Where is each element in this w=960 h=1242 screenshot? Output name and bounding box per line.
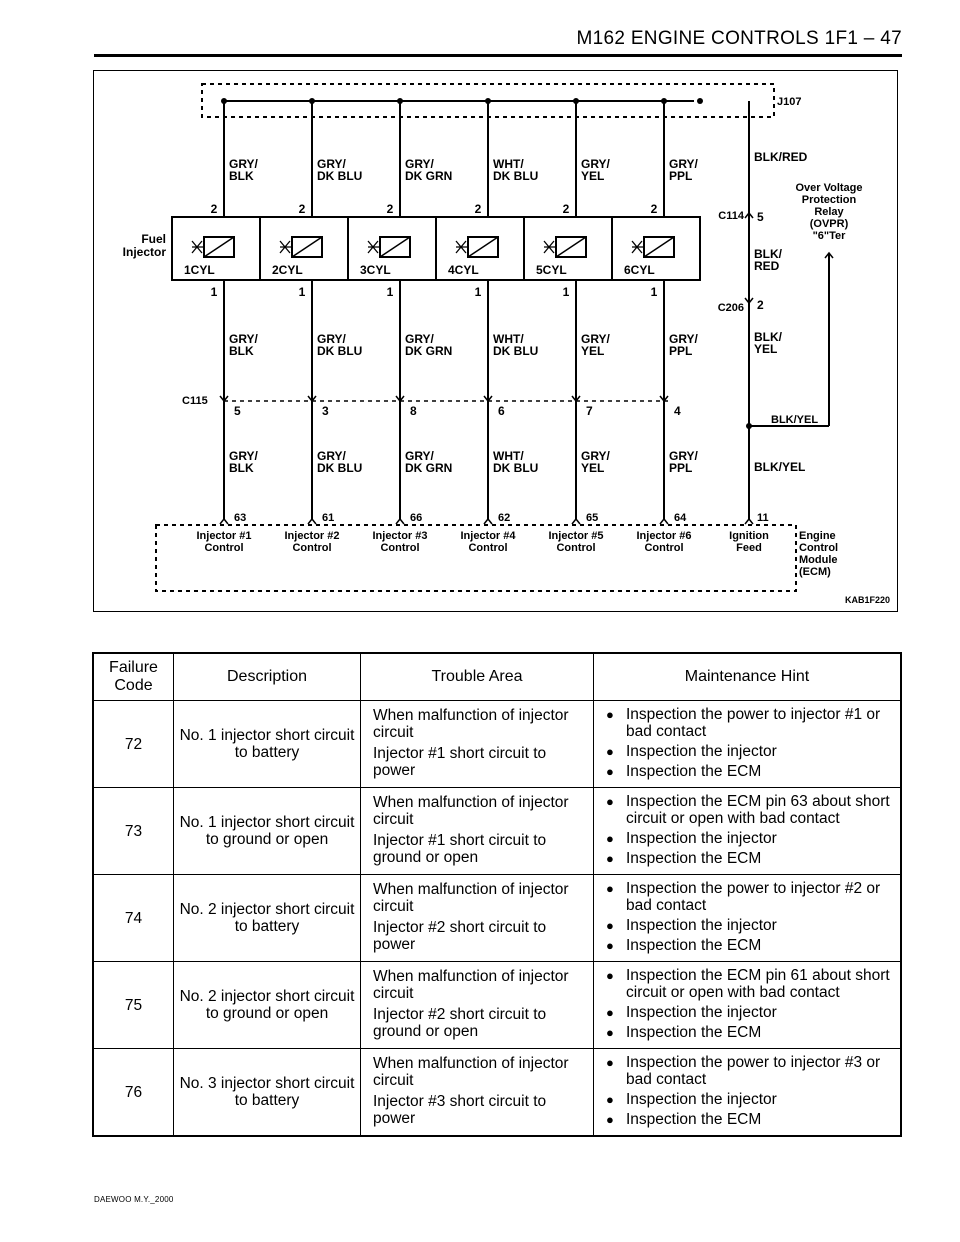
connector-pin-label: 3 bbox=[322, 404, 329, 418]
wire-color-label: GRY/ bbox=[229, 157, 258, 171]
valve-icon bbox=[456, 241, 468, 253]
table-body bbox=[93, 701, 901, 1137]
valve-icon bbox=[280, 241, 292, 253]
maintenance-hint-cell bbox=[594, 1049, 902, 1137]
wire-color-label: DK GRN bbox=[405, 344, 453, 358]
pin-label: 2 bbox=[650, 202, 658, 216]
ecm-terminal-label: Control bbox=[292, 542, 332, 554]
wire-color-label: PPL bbox=[669, 461, 693, 475]
table-row bbox=[93, 788, 901, 875]
hint-item bbox=[606, 880, 899, 914]
cylinder-label: 3CYL bbox=[360, 263, 391, 277]
wire-color-label: DK BLU bbox=[493, 461, 539, 475]
ecm-label: Engine bbox=[799, 530, 836, 542]
ecm-pin-label: 61 bbox=[322, 512, 335, 524]
hint-text: Inspection the ECM bbox=[626, 1111, 762, 1128]
wire-color-label: GRY/ bbox=[669, 157, 698, 171]
table-row bbox=[93, 701, 901, 788]
hint-item bbox=[606, 967, 899, 1001]
wire-color-label: GRY/ bbox=[317, 449, 346, 463]
ecm-terminal-label: Ignition bbox=[729, 530, 769, 542]
ecm-pin-label: 11 bbox=[757, 512, 769, 524]
pin-label: 2 bbox=[474, 202, 482, 216]
ovpr-label: "6"Ter bbox=[812, 230, 846, 242]
valve-icon bbox=[368, 241, 380, 253]
description-cell: No. 3 injector short circuit to battery bbox=[174, 1049, 361, 1137]
connector-pin-label: 5 bbox=[234, 404, 241, 418]
hint-text: Inspection the injector bbox=[626, 1091, 777, 1108]
pin-label: 2 bbox=[210, 202, 218, 216]
hint-item bbox=[606, 743, 899, 760]
pin-label: 2 bbox=[562, 202, 570, 216]
wire-color-label: GRY/ bbox=[405, 157, 434, 171]
pin-label: 2 bbox=[386, 202, 394, 216]
connector-pin-label: 5 bbox=[757, 210, 764, 224]
pin-label: 1 bbox=[298, 285, 306, 299]
trouble-area-cell bbox=[361, 1049, 594, 1137]
bullet-icon: ● bbox=[606, 918, 614, 933]
wire-color-label: PPL bbox=[669, 344, 693, 358]
trouble-area-line: Injector #1 short circuit to ground or open bbox=[373, 832, 547, 866]
fuel-injector-label: Injector bbox=[122, 245, 166, 259]
ovpr-label: Over Voltage bbox=[795, 182, 863, 194]
wire-color-label: BLK/RED bbox=[754, 150, 808, 164]
bullet-icon: ● bbox=[606, 1092, 614, 1107]
wire-color-label: WHT/ bbox=[493, 449, 524, 463]
bullet-icon: ● bbox=[606, 794, 614, 809]
hint-text: Inspection the ECM pin 61 about short circuit or open with bad contact bbox=[626, 967, 890, 1001]
bullet-icon: ● bbox=[606, 881, 614, 896]
hint-item bbox=[606, 830, 899, 847]
hint-text: Inspection the ECM bbox=[626, 763, 762, 780]
wire-color-label: GRY/ bbox=[229, 332, 258, 346]
bullet-icon: ● bbox=[606, 938, 614, 953]
bullet-icon: ● bbox=[606, 1005, 614, 1020]
connector-arrow-icon bbox=[484, 519, 492, 524]
wire-color-label: GRY/ bbox=[581, 332, 610, 346]
trouble-area-line: When malfunction of injector circuit bbox=[373, 707, 569, 741]
injector-wiring-diagram bbox=[93, 70, 898, 612]
injector-coil-icon bbox=[380, 237, 410, 257]
trouble-area-cell bbox=[361, 701, 594, 788]
trouble-area-line: Injector #2 short circuit to ground or open bbox=[373, 1006, 547, 1040]
wire-color-label: DK BLU bbox=[317, 169, 363, 183]
maintenance-hint-cell bbox=[594, 701, 902, 788]
ecm-terminal-label: Injector #5 bbox=[548, 530, 604, 542]
wire-color-label: PPL bbox=[669, 169, 693, 183]
injector-coil-icon bbox=[468, 237, 498, 257]
connector-pin-label: 4 bbox=[674, 404, 681, 418]
hint-item bbox=[606, 706, 899, 740]
wire-color-label: GRY/ bbox=[581, 449, 610, 463]
pin-label: 1 bbox=[386, 285, 394, 299]
ecm-terminal-label: Control bbox=[644, 542, 684, 554]
ecm-terminal-label: Injector #6 bbox=[636, 530, 692, 542]
failure-code-cell: 75 bbox=[93, 962, 174, 1049]
trouble-area-cell bbox=[361, 962, 594, 1049]
bullet-icon: ● bbox=[606, 764, 614, 779]
pin-label: 1 bbox=[474, 285, 482, 299]
ecm-terminal-label: Feed bbox=[736, 542, 762, 554]
injector-coil-icon bbox=[644, 237, 674, 257]
cylinder-label: 4CYL bbox=[448, 263, 479, 277]
cylinder-label: 1CYL bbox=[184, 263, 215, 277]
ecm-label: (ECM) bbox=[799, 566, 831, 578]
page-header bbox=[94, 28, 902, 57]
hint-text: Inspection the ECM bbox=[626, 850, 762, 867]
wire-color-label: GRY/ bbox=[229, 449, 258, 463]
header-maintenance-hint: Maintenance Hint bbox=[594, 653, 902, 701]
connector-label: C206 bbox=[717, 302, 744, 314]
hint-text: Inspection the injector bbox=[626, 743, 777, 760]
ecm-pin-label: 62 bbox=[498, 512, 511, 524]
wire-color-label: WHT/ bbox=[493, 157, 524, 171]
cylinder-label: 2CYL bbox=[272, 263, 303, 277]
bullet-icon: ● bbox=[606, 707, 614, 722]
maintenance-hint-cell bbox=[594, 788, 902, 875]
pin-label: 1 bbox=[562, 285, 570, 299]
ecm-label: Control bbox=[799, 542, 839, 554]
pin-label: 1 bbox=[650, 285, 658, 299]
hint-text: Inspection the ECM pin 63 about short circuit or open with bad contact bbox=[626, 793, 890, 827]
ecm-label: Module bbox=[799, 554, 838, 566]
bullet-icon: ● bbox=[606, 968, 614, 983]
wire-color-label: RED bbox=[754, 259, 780, 273]
hint-text: Inspection the power to injector #1 or bad contact bbox=[626, 706, 881, 740]
trouble-area-line: Injector #1 short circuit to power bbox=[373, 745, 547, 779]
header-description: Description bbox=[174, 653, 361, 701]
wire-color-label: DK BLU bbox=[317, 461, 363, 475]
ecm-terminal-label: Injector #2 bbox=[284, 530, 340, 542]
wire-color-label: DK BLU bbox=[493, 344, 539, 358]
failure-code-cell: 74 bbox=[93, 875, 174, 962]
wire-color-label: GRY/ bbox=[317, 157, 346, 171]
injector-coil-icon bbox=[556, 237, 586, 257]
hint-item bbox=[606, 1111, 899, 1128]
wire-color-label: DK BLU bbox=[317, 344, 363, 358]
injector-coil-icon bbox=[292, 237, 322, 257]
ecm-pin-label: 65 bbox=[586, 512, 599, 524]
ovpr-label: Relay bbox=[814, 206, 844, 218]
connector-pin-label: 8 bbox=[410, 404, 417, 418]
table-row bbox=[93, 962, 901, 1049]
connector-pin-label: 2 bbox=[757, 298, 764, 312]
failure-code-table bbox=[92, 652, 902, 1137]
bullet-icon: ● bbox=[606, 1112, 614, 1127]
wiring-schematic bbox=[94, 71, 897, 611]
wire-color-label: BLK bbox=[229, 344, 254, 358]
wire-color-label: GRY/ bbox=[405, 449, 434, 463]
ecm-terminal-label: Control bbox=[204, 542, 244, 554]
failure-code-cell: 73 bbox=[93, 788, 174, 875]
failure-code-cell: 72 bbox=[93, 701, 174, 788]
hint-item bbox=[606, 793, 899, 827]
trouble-area-cell bbox=[361, 788, 594, 875]
splice-dot bbox=[697, 98, 703, 104]
description-cell: No. 1 injector short circuit to ground or open bbox=[174, 788, 361, 875]
description-cell: No. 1 injector short circuit to battery bbox=[174, 701, 361, 788]
hint-text: Inspection the injector bbox=[626, 1004, 777, 1021]
wire-color-label: GRY/ bbox=[669, 449, 698, 463]
hint-item bbox=[606, 917, 899, 934]
hint-item bbox=[606, 1024, 899, 1041]
connector-pin-label: 7 bbox=[586, 404, 593, 418]
hint-item bbox=[606, 763, 899, 780]
ecm-pin-label: 63 bbox=[234, 512, 247, 524]
trouble-area-line: When malfunction of injector circuit bbox=[373, 968, 569, 1002]
trouble-area-cell bbox=[361, 875, 594, 962]
wire-color-label: BLK/YEL bbox=[754, 460, 806, 474]
hint-item bbox=[606, 937, 899, 954]
hint-text: Inspection the injector bbox=[626, 917, 777, 934]
bullet-icon: ● bbox=[606, 1055, 614, 1070]
ovpr-label: (OVPR) bbox=[809, 218, 849, 230]
trouble-area-line: Injector #3 short circuit to power bbox=[373, 1093, 547, 1127]
wire-color-label: GRY/ bbox=[581, 157, 610, 171]
connector-label: C114 bbox=[718, 210, 744, 222]
cylinder-label: 5CYL bbox=[536, 263, 567, 277]
failure-code-cell: 76 bbox=[93, 1049, 174, 1137]
wire-color-label: DK GRN bbox=[405, 169, 453, 183]
bullet-icon: ● bbox=[606, 1025, 614, 1040]
wire-color-label: YEL bbox=[754, 342, 778, 356]
wire-color-label: WHT/ bbox=[493, 332, 524, 346]
header-failure-code: Failure Code bbox=[93, 653, 174, 701]
splice-label: J107 bbox=[777, 96, 802, 108]
connector-arrow-icon bbox=[308, 519, 316, 524]
hint-text: Inspection the ECM bbox=[626, 1024, 762, 1041]
wire-color-label: YEL bbox=[581, 344, 605, 358]
hint-item bbox=[606, 850, 899, 867]
connector-arrow-icon bbox=[220, 519, 228, 524]
table-header-row bbox=[93, 653, 901, 701]
table-row bbox=[93, 875, 901, 962]
ecm-terminal-label: Injector #1 bbox=[196, 530, 252, 542]
trouble-area-line: When malfunction of injector circuit bbox=[373, 1055, 569, 1089]
connector-arrow-icon bbox=[396, 519, 404, 524]
bullet-icon: ● bbox=[606, 744, 614, 759]
wire-color-label: DK GRN bbox=[405, 461, 453, 475]
connector-arrow-icon bbox=[572, 519, 580, 524]
wire-color-label: GRY/ bbox=[669, 332, 698, 346]
trouble-area-line: When malfunction of injector circuit bbox=[373, 794, 569, 828]
hint-item bbox=[606, 1004, 899, 1021]
table-row bbox=[93, 1049, 901, 1137]
cylinder-label: 6CYL bbox=[624, 263, 655, 277]
connector-c115-label: C115 bbox=[182, 395, 208, 407]
fuel-injector-label: Fuel bbox=[141, 232, 166, 246]
bullet-icon: ● bbox=[606, 831, 614, 846]
hint-text: Inspection the ECM bbox=[626, 937, 762, 954]
wire-color-label: BLK/ bbox=[754, 247, 782, 261]
wire-color-label: YEL bbox=[581, 169, 605, 183]
ecm-terminal-label: Control bbox=[380, 542, 420, 554]
ovpr-label: Protection bbox=[801, 194, 857, 206]
connector-pin-label: 6 bbox=[498, 404, 505, 418]
injector-coil-icon bbox=[204, 237, 234, 257]
wire-color-label: YEL bbox=[581, 461, 605, 475]
wire-color-label: BLK bbox=[229, 169, 254, 183]
valve-icon bbox=[632, 241, 644, 253]
trouble-area-line: Injector #2 short circuit to power bbox=[373, 919, 547, 953]
maintenance-hint-cell bbox=[594, 962, 902, 1049]
description-cell: No. 2 injector short circuit to ground or open bbox=[174, 962, 361, 1049]
wire-color-label: GRY/ bbox=[317, 332, 346, 346]
ecm-terminal-label: Control bbox=[468, 542, 508, 554]
ecm-terminal-label: Injector #3 bbox=[372, 530, 428, 542]
header-trouble-area: Trouble Area bbox=[361, 653, 594, 701]
trouble-area-line: When malfunction of injector circuit bbox=[373, 881, 569, 915]
hint-text: Inspection the power to injector #2 or bad contact bbox=[626, 880, 881, 914]
hint-text: Inspection the power to injector #3 or bad contact bbox=[626, 1054, 881, 1088]
valve-icon bbox=[192, 241, 204, 253]
ecm-pin-label: 66 bbox=[410, 512, 423, 524]
valve-icon bbox=[544, 241, 556, 253]
ecm-pin-label: 64 bbox=[674, 512, 687, 524]
description-cell: No. 2 injector short circuit to battery bbox=[174, 875, 361, 962]
ecm-terminal-label: Injector #4 bbox=[460, 530, 516, 542]
bullet-icon: ● bbox=[606, 851, 614, 866]
wire-color-label: DK BLU bbox=[493, 169, 539, 183]
wire-color-label: GRY/ bbox=[405, 332, 434, 346]
maintenance-hint-cell bbox=[594, 875, 902, 962]
wire-color-label: BLK bbox=[229, 461, 254, 475]
connector-arrow-icon bbox=[660, 519, 668, 524]
hint-text: Inspection the injector bbox=[626, 830, 777, 847]
pin-label: 2 bbox=[298, 202, 306, 216]
page-title: M162 ENGINE CONTROLS 1F1 – 47 bbox=[576, 28, 902, 49]
ecm-terminal-label: Control bbox=[556, 542, 596, 554]
page-footer: DAEWOO M.Y._2000 bbox=[94, 1195, 174, 1204]
wire-color-label: BLK/YEL bbox=[771, 414, 819, 426]
connector-arrow-icon bbox=[745, 519, 753, 524]
figure-code: KAB1F220 bbox=[844, 595, 890, 605]
hint-item bbox=[606, 1054, 899, 1088]
pin-label: 1 bbox=[210, 285, 218, 299]
hint-item bbox=[606, 1091, 899, 1108]
wire-color-label: BLK/ bbox=[754, 330, 782, 344]
